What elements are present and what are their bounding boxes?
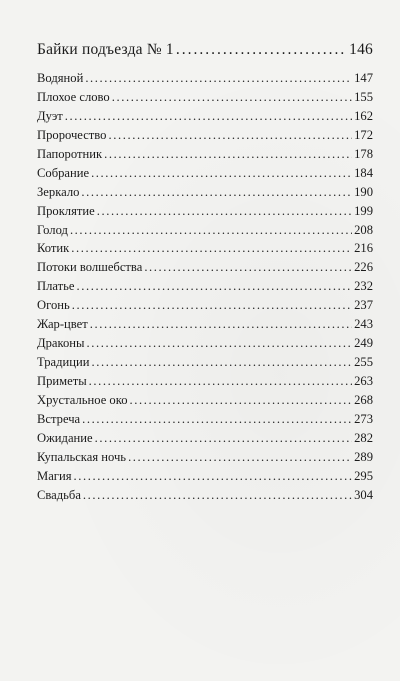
entry-page-number: 184: [354, 165, 373, 180]
dot-leader: [65, 108, 352, 124]
toc-entry: [37, 449, 373, 465]
entry-page-number: 243: [354, 317, 373, 332]
entry-title: Хрустальное око: [37, 392, 128, 407]
toc-entry: [37, 89, 373, 105]
toc-entry: [37, 259, 373, 275]
entry-title: Встреча: [37, 411, 81, 426]
toc-entry: [37, 430, 373, 446]
entry-page-number: 232: [354, 279, 373, 294]
entry-title: Огонь: [37, 298, 70, 313]
entry-title: Папоротник: [37, 146, 103, 161]
dot-leader: [97, 203, 352, 219]
entry-title: Проклятие: [37, 203, 95, 218]
dot-leader: [82, 411, 352, 427]
dot-leader: [95, 430, 353, 446]
entry-title: Дуэт: [37, 108, 63, 123]
entry-title: Свадьба: [37, 487, 81, 502]
dot-leader: [91, 354, 352, 370]
dot-leader: [85, 70, 352, 86]
toc-entry: [37, 278, 373, 294]
entry-page-number: 226: [354, 260, 373, 275]
dot-leader: [104, 146, 352, 162]
entry-title: Потоки волшебства: [37, 260, 143, 275]
dot-leader: [108, 127, 352, 143]
entry-page-number: 255: [354, 355, 373, 370]
entry-title: Водяной: [37, 71, 84, 85]
entry-page-number: 155: [354, 89, 373, 104]
entry-title: Традиции: [37, 355, 90, 370]
dot-leader: [76, 278, 352, 294]
entry-page-number: 208: [354, 222, 373, 237]
entry-title: Пророчество: [37, 127, 107, 142]
toc-entry: [37, 411, 373, 427]
entry-page-number: 199: [354, 203, 373, 218]
entry-title: Приметы: [37, 374, 87, 388]
dot-leader: [71, 240, 352, 256]
entry-page-number: 289: [354, 449, 373, 464]
entry-page-number: 172: [354, 127, 373, 142]
toc-entry: [37, 240, 373, 256]
toc-entry: [37, 487, 373, 503]
dot-leader: [90, 316, 352, 332]
entry-title: Драконы: [37, 336, 85, 351]
dot-leader: [130, 392, 353, 408]
entry-title: Зеркало: [37, 184, 80, 199]
table-of-contents: [37, 40, 373, 506]
dot-leader: [83, 487, 352, 503]
entry-page-number: 178: [354, 146, 373, 161]
toc-entry: [37, 165, 373, 181]
dot-leader: [91, 165, 352, 181]
entry-page-number: 216: [354, 241, 373, 256]
entry-page-number: 147: [354, 71, 373, 85]
entry-title: Плохое слово: [37, 89, 110, 104]
entry-page-number: 162: [354, 108, 373, 123]
entry-title: Голод: [37, 222, 68, 237]
toc-entry: [37, 335, 373, 351]
toc-entry: [37, 354, 373, 370]
dot-leader: [72, 297, 352, 313]
dot-leader: [176, 40, 347, 60]
toc-entry: [37, 316, 373, 332]
entry-title: Собрание: [37, 165, 90, 180]
toc-entry: [37, 222, 373, 238]
toc-entry: [37, 146, 373, 162]
entry-page-number: 304: [354, 487, 373, 502]
section-page-number: 146: [349, 41, 373, 58]
dot-leader: [144, 259, 352, 275]
entry-page-number: 263: [354, 374, 373, 388]
entry-title: Ожидание: [37, 430, 93, 445]
toc-entry: [37, 108, 373, 124]
entry-page-number: 190: [354, 184, 373, 199]
dot-leader: [81, 184, 352, 200]
toc-entry: [37, 127, 373, 143]
toc-entry: [37, 373, 373, 389]
toc-entry: [37, 70, 373, 86]
entry-page-number: 249: [354, 336, 373, 351]
toc-entry: [37, 297, 373, 313]
entry-page-number: 295: [354, 468, 373, 483]
toc-section-heading: [37, 40, 373, 60]
entry-title: Платье: [37, 279, 75, 294]
dot-leader: [128, 449, 352, 465]
section-title: Байки подъезда № 1: [37, 41, 174, 58]
dot-leader: [89, 373, 352, 389]
entry-title: Котик: [37, 241, 70, 256]
entry-title: Магия: [37, 468, 72, 483]
dot-leader: [74, 468, 353, 484]
dot-leader: [86, 335, 352, 351]
dot-leader: [70, 222, 352, 238]
toc-entry: [37, 468, 373, 484]
entry-title: Жар-цвет: [37, 317, 88, 332]
toc-entry: [37, 392, 373, 408]
toc-entry: [37, 203, 373, 219]
entry-title: Купальская ночь: [37, 449, 127, 464]
dot-leader: [112, 89, 352, 105]
entry-page-number: 273: [354, 411, 373, 426]
entry-page-number: 268: [354, 392, 373, 407]
toc-entry: [37, 184, 373, 200]
entry-page-number: 237: [354, 298, 373, 313]
entry-page-number: 282: [354, 430, 373, 445]
